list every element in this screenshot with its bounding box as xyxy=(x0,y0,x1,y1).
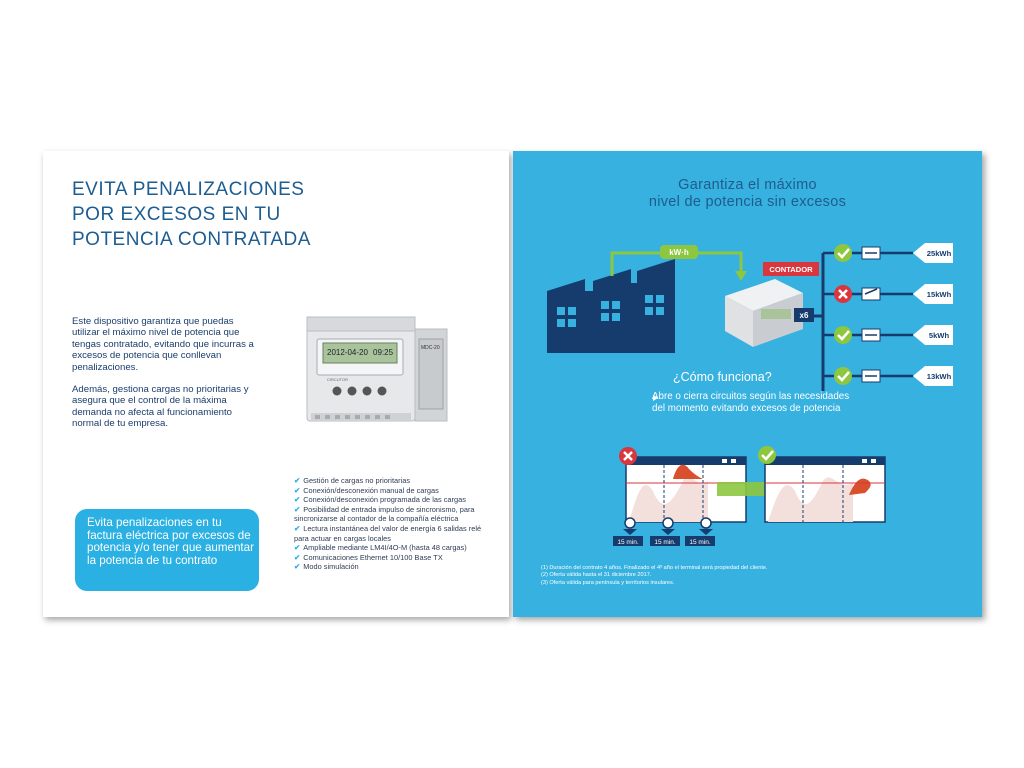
feature-item: ✔ Conexión/desconexión manual de cargas xyxy=(294,485,439,495)
feature-list xyxy=(294,476,494,572)
check-icon: ✔ xyxy=(294,476,301,485)
check-icon: ✔ xyxy=(294,543,301,553)
hourglass-icon xyxy=(623,529,637,535)
load-label: 5kWh xyxy=(928,331,950,340)
time-label: 15 min. xyxy=(689,539,711,546)
right-title-line-2: nivel de potencia sin excesos xyxy=(648,194,847,210)
check-icon: ✔ xyxy=(294,495,301,505)
check-icon: ✔ xyxy=(294,552,301,562)
x6-label: x6 xyxy=(799,311,809,320)
feature-item: ✔ Conexión/desconexión programada de las cargas xyxy=(294,495,466,505)
check-icon: ✔ xyxy=(294,504,301,514)
load-row xyxy=(823,284,953,304)
intro-paragraph: Este dispositivo garantiza que puedas utilizar el máximo nivel de potencia que tengas contratado, evitando que incurras a excesos de potencia que conllevan penalizaciones. xyxy=(72,316,254,373)
contador-label: CONTADOR xyxy=(769,265,813,274)
device-image xyxy=(297,311,497,436)
load-row xyxy=(823,243,953,263)
feature-item: ✔ Lectura instantánea del valor de energía 6 salidas relé para actuar en cargas locales xyxy=(294,523,482,543)
feature-item: ✔ Comunicaciones Ethernet 10/100 Base TX xyxy=(294,552,443,562)
check-icon: ✔ xyxy=(294,562,301,572)
footnote: (1) Duración del contrato 4 años. Finalizado el 4º año el terminal será propiedad del cliente. xyxy=(541,565,768,571)
hourglass-icon xyxy=(661,529,675,535)
feature-item: ✔ Ampliable mediante LM4I/4O-M (hasta 48 cargas) xyxy=(294,543,467,553)
footnote: (3) Oferta válida para península y territorios insulares. xyxy=(541,579,675,586)
title-line-1: EVITA PENALIZACIONES xyxy=(72,179,305,200)
infographic xyxy=(513,151,982,617)
second-paragraph: Además, gestiona cargas no prioritarias y asegura que el control de la máxima demanda no afecta al funcionamiento normal de tu empresa. xyxy=(72,384,249,430)
device-model: MDC-20 xyxy=(421,345,440,351)
como-title: ¿Cómo funciona? xyxy=(673,370,772,384)
load-row xyxy=(823,366,953,386)
meter-device xyxy=(725,279,803,347)
device-brand: CIRCUTOR xyxy=(327,377,349,382)
title-line-3: POTENCIA CONTRATADA xyxy=(72,229,311,250)
footnote: (2) Oferta válida hasta el 31 diciembre 2017. xyxy=(541,572,652,579)
device-screen-date: 2012-04-20 xyxy=(327,348,368,357)
kwh-label: kW·h xyxy=(669,248,689,257)
feature-item: ✔ Gestión de cargas no prioritarias xyxy=(294,476,411,485)
right-title-line-1: Garantiza el máximo xyxy=(678,177,817,193)
load-label: 25kWh xyxy=(926,249,952,258)
device-screen-time: 09:25 xyxy=(373,348,394,357)
callout-box: Evita penalizaciones en tu factura eléctrica por excesos de potencia y/o tener que aumentar la potencia de tu contrato xyxy=(75,509,259,591)
hourglass-icon xyxy=(699,529,713,535)
page-title xyxy=(72,177,311,252)
time-label: 15 min. xyxy=(654,539,676,546)
load-label: 13kWh xyxy=(926,372,952,381)
check-icon: ✔ xyxy=(294,523,301,533)
right-page xyxy=(513,151,982,617)
como-description: Abre o cierra circuitos según las necesidades del momento evitando excesos de potencia xyxy=(652,391,850,414)
title-line-2: POR EXCESOS EN TU xyxy=(72,204,281,225)
check-icon: ✔ xyxy=(294,485,301,495)
time-label: 15 min. xyxy=(617,539,639,546)
footnotes xyxy=(541,565,768,587)
feature-item: ✔ Modo simulación xyxy=(294,562,359,572)
load-label: 15kWh xyxy=(926,290,952,299)
chart-window-after xyxy=(765,457,885,522)
load-row xyxy=(823,325,953,345)
feature-item: ✔ Posibilidad de entrada impulso de sincronismo, para sincronizarse al contador de la compañía eléctrica xyxy=(294,504,475,524)
left-page xyxy=(43,151,509,617)
